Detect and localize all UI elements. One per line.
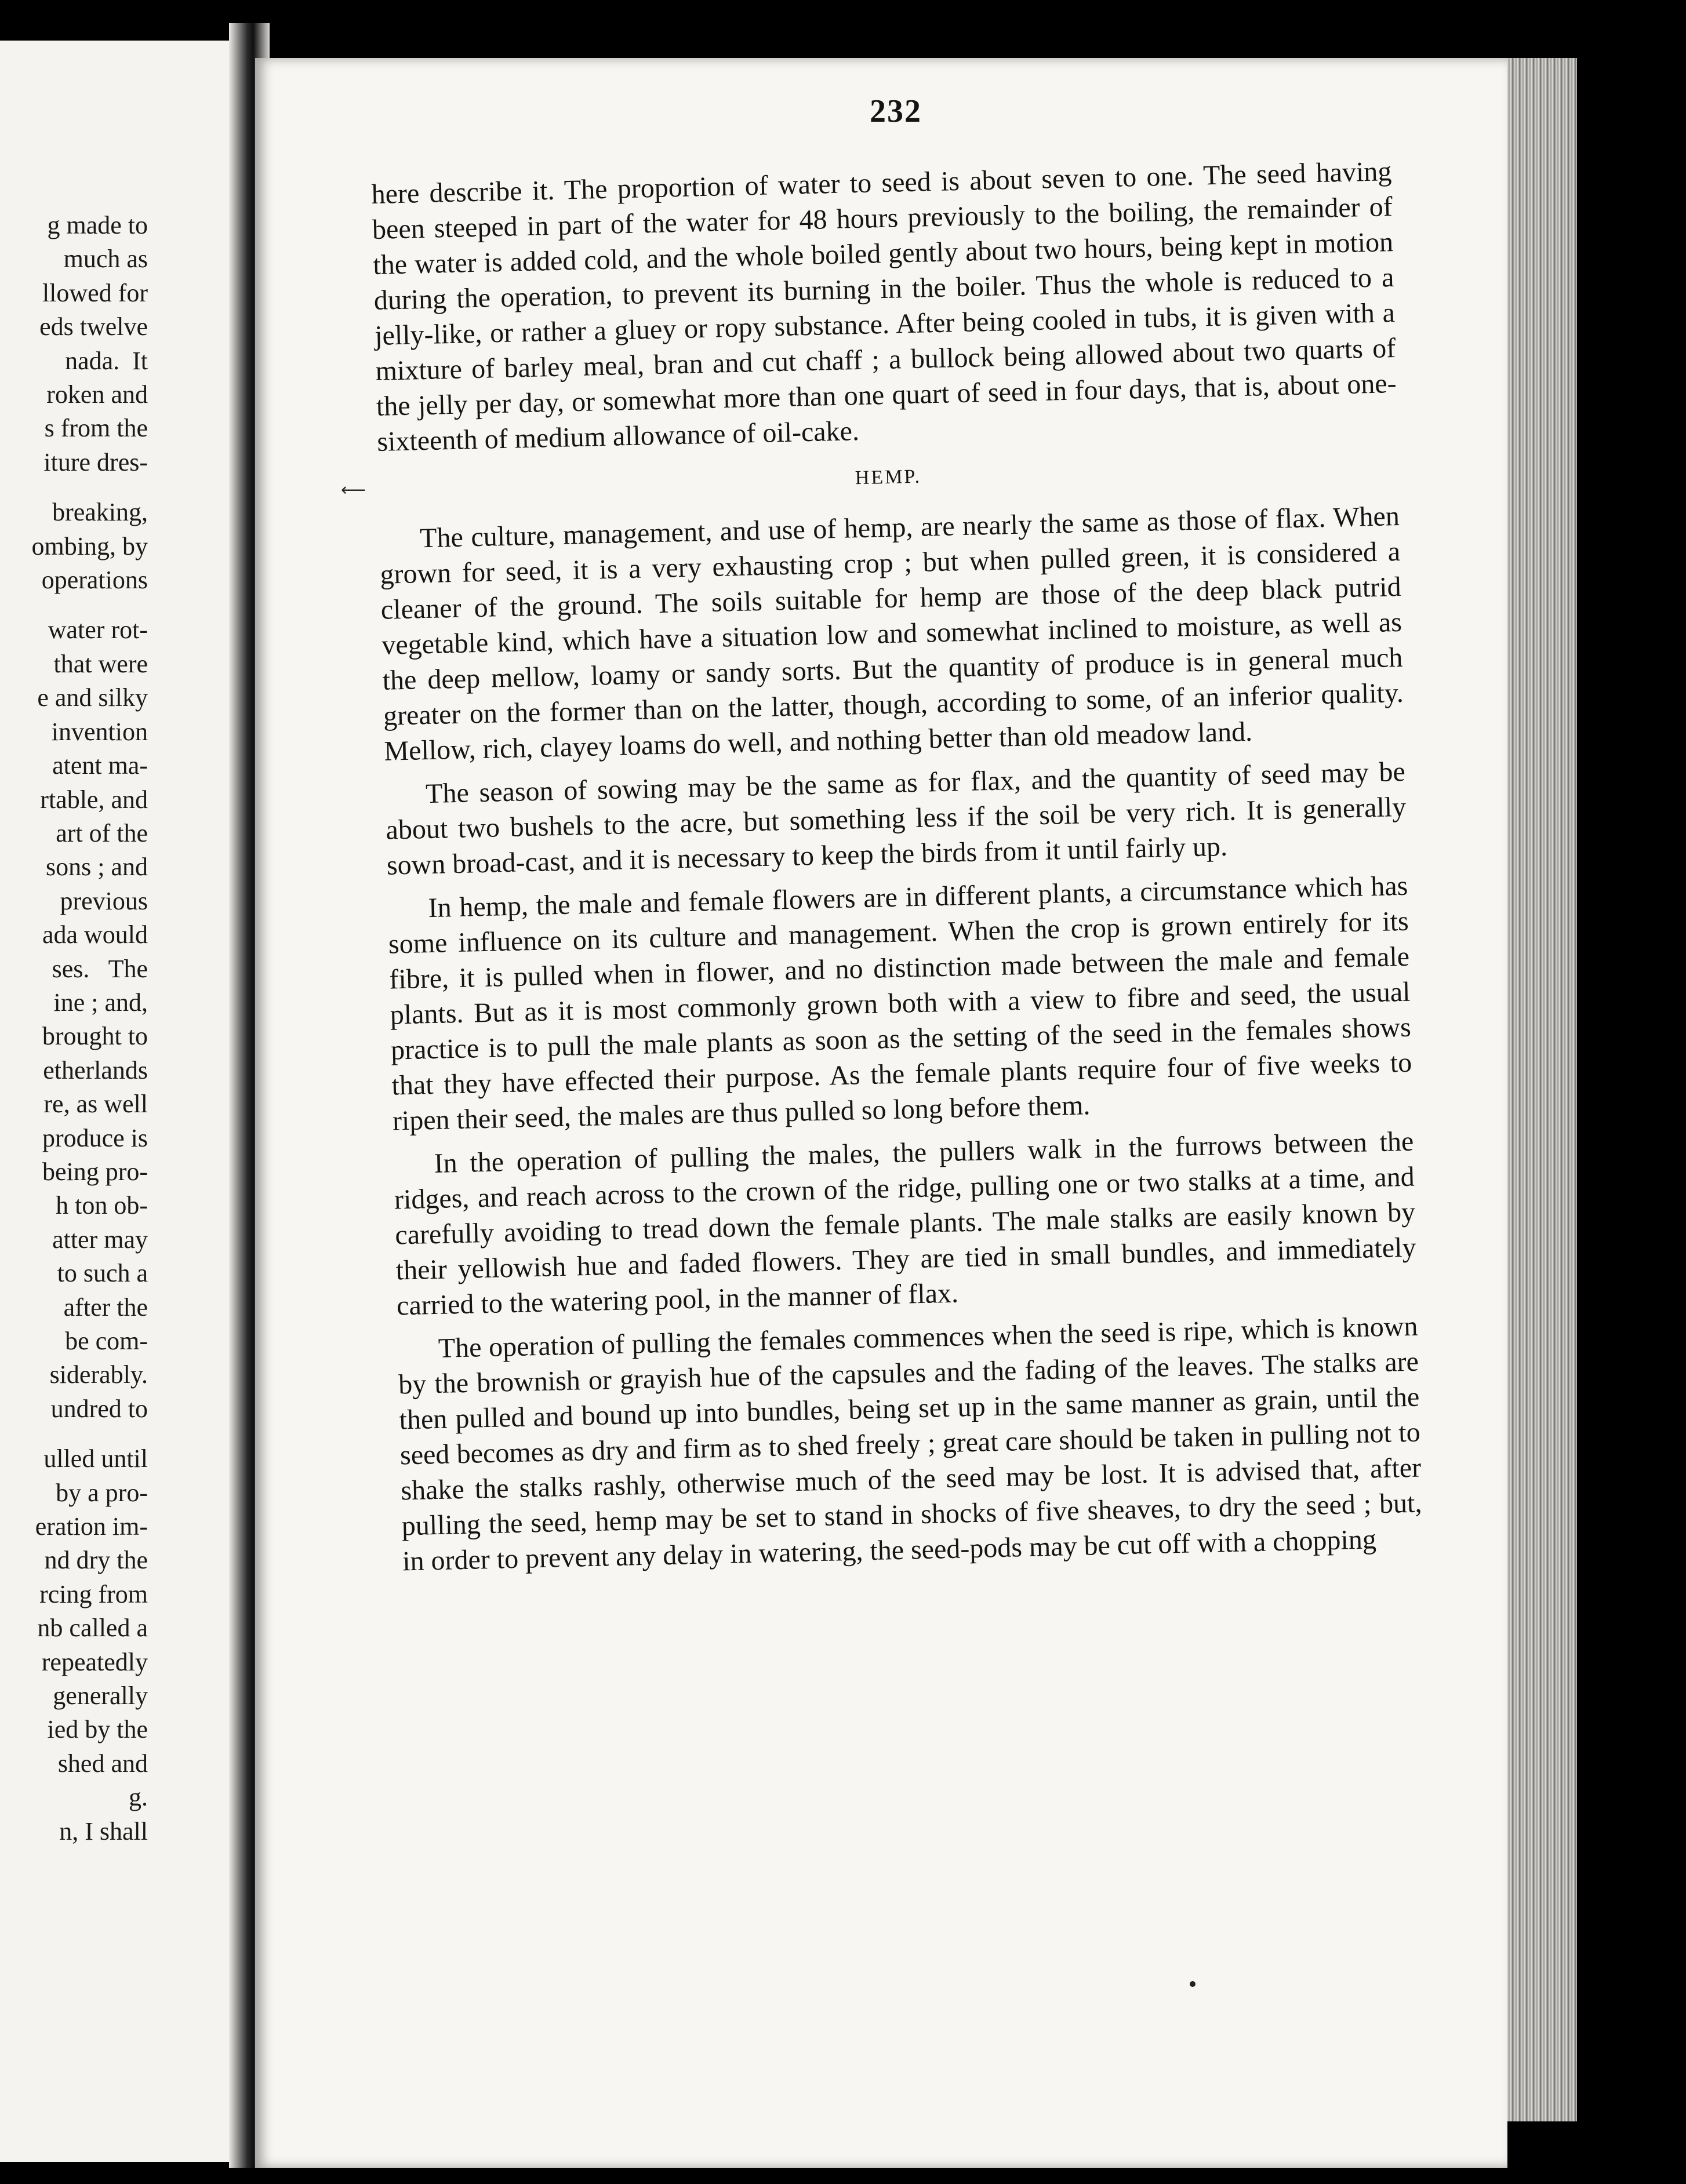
left-page-line: sons ; and xyxy=(46,853,148,882)
left-page-line: by a pro- xyxy=(49,1478,148,1507)
left-page-line: iture dres- xyxy=(43,447,148,476)
left-page-line: atter may xyxy=(52,1225,148,1254)
paragraph: In the operation of pulling the males, the pullers walk in the furrows between the ridges, and reach across to the crown of the ridge, pulling one or two stalks at a time, and carefully avoiding to tread down the female plants. The male stalks are easily known by their yellowish hue and faded flowers. They are tied in small bundles, and immediately carried to the watering pool, in the manner of flax. xyxy=(394,1126,1416,1322)
left-page-line: that were xyxy=(47,649,148,678)
left-page-line: roken and xyxy=(46,380,148,409)
left-page-text xyxy=(0,209,148,1848)
left-page-line: nd dry the xyxy=(44,1546,148,1575)
left-page-line: previous xyxy=(53,886,148,915)
left-page-line: e and silky xyxy=(37,683,148,712)
left-page-gap xyxy=(0,1426,148,1442)
paragraph: In hemp, the male and female flowers are in different plants, a circumstance which has some influence on its culture and management. When the crop is grown entirely for its fibre, it is pulled when in flower, and no distinction made between the male and female plants. But as it is most commonly grown both with a view to fibre and seed, the usual practice is to pull the male plants as soon as the setting of the seed in the females shows that they have effected their purpose. As the female plants require four of five weeks to ripen their seed, the males are thus pulled so long before them. xyxy=(388,870,1412,1137)
left-page-line: ses. The xyxy=(52,954,148,983)
paragraph: The culture, management, and use of hemp, are nearly the same as those of flax. When grown for seed, it is a very exhausting crop ; but when pulled green, it is considered a cleaner of the ground. The soils suitable for hemp are those of the deep black putrid vegetable kind, which have a situation low and somewhat inclined to moisture, as well as the deep mellow, loamy or sandy sorts. But the quantity of produce is in general much greater on the former than on the latter, though, according to some, of an inferior quality. Mellow, rich, clayey loams do well, and nothing better than old meadow land. xyxy=(379,500,1404,767)
opening-paragraph: here describe it. The proportion of water to seed is about seven to one. The seed having been steeped in part of the water for 48 hours previously to the boiling, the remainder of the water is added cold, and the whole boiled gently about two hours, being kept in motion during the operation, to prevent its burning in the boiler. Thus the whole is reduced to a jelly-like, or rather a gluey or ropy substance. After being cooled in tubs, it is given with a mixture of barley meal, bran and cut chaff ; a bullock being allowed about two quarts of the jelly per day, or somewhat more than one quart of seed in four days, that is, about one-sixteenth of medium allowance of oil-cake. xyxy=(371,156,1397,457)
left-page-line: brought to xyxy=(42,1022,148,1051)
left-page-gap xyxy=(0,597,148,613)
left-page-line: art of the xyxy=(56,818,148,847)
left-page-line: generally xyxy=(46,1681,148,1710)
left-page-line: operations xyxy=(41,566,148,595)
left-page-line: h ton ob- xyxy=(56,1191,148,1220)
left-page-line: s from the xyxy=(44,414,148,443)
left-page-line: produce is xyxy=(42,1123,148,1152)
left-page-line: breaking, xyxy=(46,498,148,527)
left-page-gap xyxy=(0,479,148,496)
left-page-line: re, as well xyxy=(43,1090,148,1119)
paragraph: The season of sowing may be the same as for flax, and the quantity of seed may be about two bushels to the acre, but something less if the soil be very rich. It is generally sown broad-cast, and it is necessary to keep the birds from it until fairly up. xyxy=(385,756,1407,881)
left-page-line: rtable, and xyxy=(40,785,148,814)
scan-border xyxy=(1577,46,1686,2184)
left-page-line: rcing from xyxy=(39,1579,148,1608)
left-page-line: eration im- xyxy=(35,1512,148,1541)
left-page-line: ada would xyxy=(42,920,148,949)
left-page-line: be com- xyxy=(59,1327,148,1355)
left-page-line: water rot- xyxy=(41,616,148,645)
page-stack-edge xyxy=(1507,58,1577,2121)
left-page-line: ulled until xyxy=(43,1444,148,1473)
left-page-line: undred to xyxy=(50,1394,148,1423)
left-page-line: nada. It xyxy=(65,346,148,375)
left-page-line: eds twelve xyxy=(39,312,148,341)
paragraph: The operation of pulling the females commences when the seed is ripe, which is known by the brownish or grayish hue of the capsules and the fading of the leaves. The stalks are then pulled and bound up into bundles, being set up in the same manner as grain, until the seed becomes as dry and firm as to shed freely ; great care should be taken in pulling not to shake the stalks rashly, otherwise much of the seed may be lost. It is advised that, after pulling the seed, hemp may be set to stand in shocks of five sheaves, to dry the seed ; but, in order to prevent any delay in watering, the seed-pods may be cut off with a chopping xyxy=(398,1311,1422,1577)
left-page-line: ine ; and, xyxy=(53,988,148,1017)
left-page-line: being pro- xyxy=(42,1157,148,1186)
left-page-line: to such a xyxy=(57,1259,148,1288)
left-page-line: much as xyxy=(57,245,148,274)
left-page-line: g made to xyxy=(47,211,148,239)
left-page-line: atent ma- xyxy=(52,751,148,780)
left-page-line: ombing, by xyxy=(31,532,148,560)
left-page-line: repeatedly xyxy=(41,1647,148,1676)
left-page-line: siderably. xyxy=(49,1360,148,1389)
left-page-line: shed and xyxy=(57,1749,148,1778)
left-page-line: ied by the xyxy=(47,1715,148,1744)
margin-pointer-mark: ⟵ xyxy=(341,480,366,500)
left-page-line: g. xyxy=(129,1783,148,1812)
section-heading: HEMP. xyxy=(855,465,922,489)
ink-speck xyxy=(1190,1981,1196,1987)
left-page-line: n, I shall xyxy=(59,1817,148,1846)
page-body xyxy=(371,154,1423,1579)
left-page-line: invention xyxy=(45,717,148,746)
left-facing-page xyxy=(0,41,244,2162)
left-page-line: nb called a xyxy=(37,1614,148,1643)
left-page-line: after the xyxy=(57,1293,148,1322)
page-number: 232 xyxy=(870,93,922,129)
left-page-line: etherlands xyxy=(43,1055,148,1084)
left-page-line: llowed for xyxy=(42,278,148,307)
